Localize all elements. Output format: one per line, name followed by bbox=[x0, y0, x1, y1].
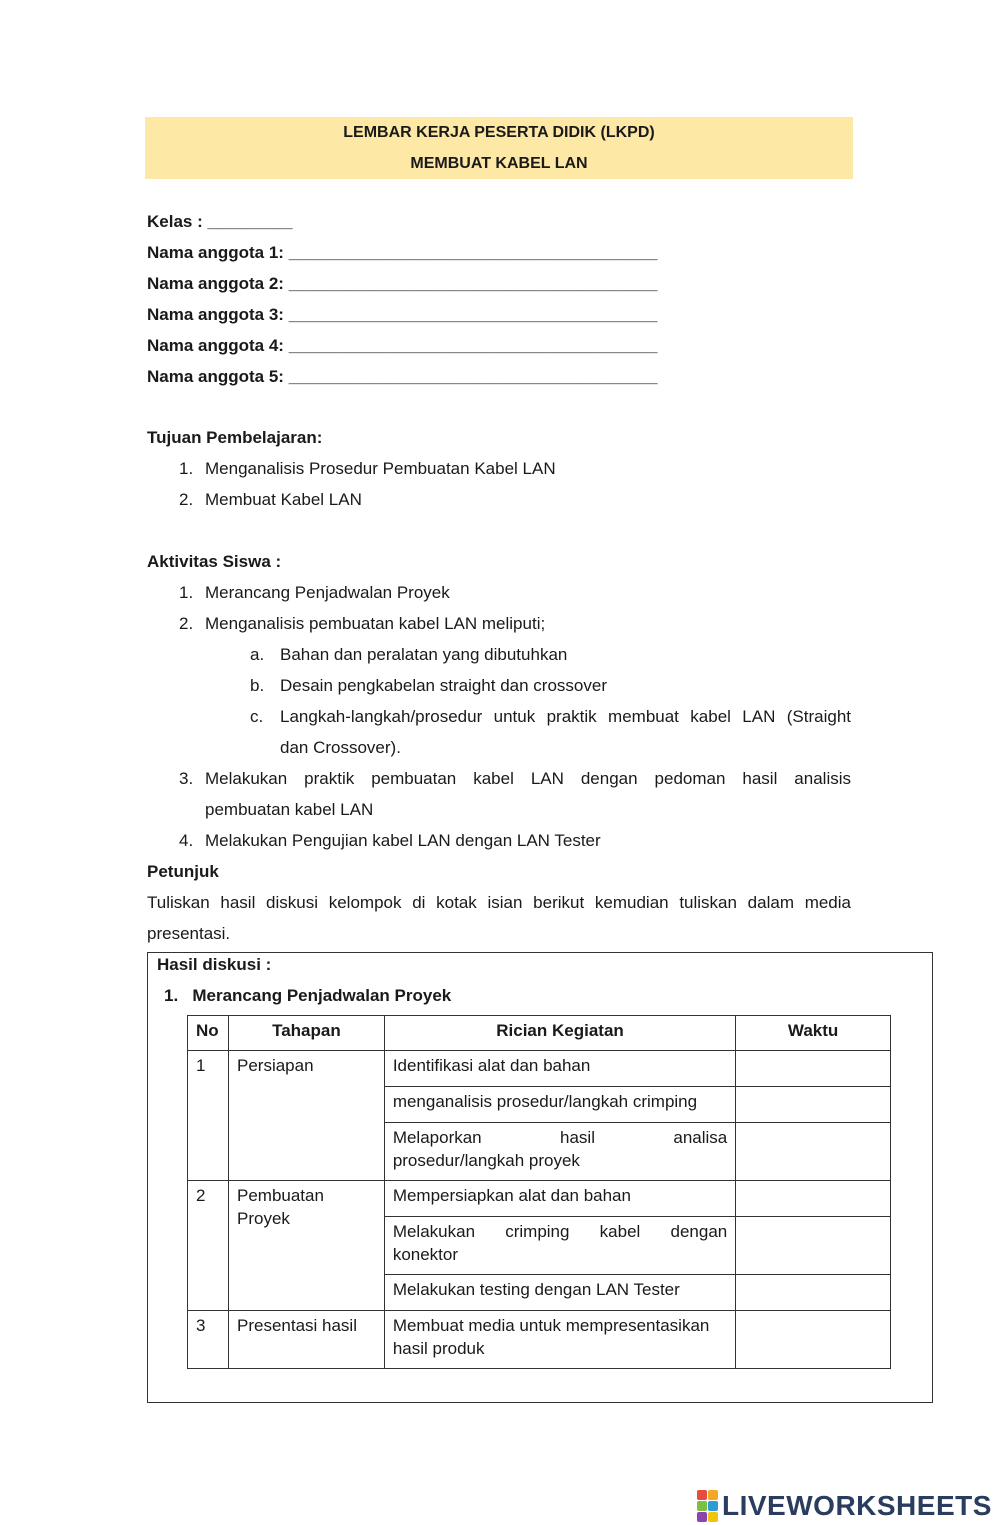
instruction-text: Tuliskan hasil diskusi kelompok di kotak isian berikut kemudian tuliskan dalam media bbox=[147, 893, 851, 912]
cell-kegiatan: menganalisis prosedur/langkah crimping bbox=[384, 1087, 735, 1123]
member-3-field[interactable]: Nama anggota 3: _______________________________________ bbox=[147, 305, 658, 324]
member-1-field[interactable]: Nama anggota 1: _______________________________________ bbox=[147, 243, 658, 262]
list-item: 2. Membuat Kabel LAN bbox=[179, 490, 362, 509]
sub-list-item: c. Langkah-langkah/prosedur untuk praktik membuat kabel LAN (Straight dan Crossover). bbox=[250, 707, 851, 757]
cell-waktu-input[interactable] bbox=[736, 1275, 891, 1311]
discussion-heading: Hasil diskusi : bbox=[157, 955, 272, 974]
list-item: 3. Melakukan praktik pembuatan kabel LAN dengan pedoman hasil analisis pembuatan kabel LAN bbox=[179, 769, 851, 819]
schedule-table bbox=[187, 1015, 891, 1369]
table-header-row bbox=[188, 1016, 891, 1051]
column-header: Waktu bbox=[736, 1016, 891, 1051]
cell-waktu-input[interactable] bbox=[736, 1217, 891, 1275]
cell-no: 1 bbox=[188, 1051, 229, 1181]
list-item: 1. Merancang Penjadwalan Proyek bbox=[179, 583, 450, 602]
logo-text: LIVEWORKSHEETS bbox=[722, 1490, 992, 1521]
cell-no: 3 bbox=[188, 1311, 229, 1369]
member-4-field[interactable]: Nama anggota 4: _______________________________________ bbox=[147, 336, 658, 355]
cell-waktu-input[interactable] bbox=[736, 1051, 891, 1087]
section-heading: Petunjuk bbox=[147, 862, 219, 881]
instruction-text: presentasi. bbox=[147, 924, 231, 943]
list-item: 4. Melakukan Pengujian kabel LAN dengan LAN Tester bbox=[179, 831, 601, 850]
table-row bbox=[188, 1181, 891, 1217]
cell-tahapan: Presentasi hasil bbox=[228, 1311, 384, 1369]
schedule-heading: 1. Merancang Penjadwalan Proyek bbox=[164, 986, 452, 1005]
section-heading: Tujuan Pembelajaran: bbox=[147, 428, 323, 447]
table-row bbox=[188, 1051, 891, 1087]
document-subtitle: MEMBUAT KABEL LAN bbox=[410, 155, 588, 172]
cell-waktu-input[interactable] bbox=[736, 1311, 891, 1369]
section-heading: Aktivitas Siswa : bbox=[147, 552, 282, 571]
logo-icon bbox=[697, 1490, 718, 1522]
learning-objectives bbox=[147, 422, 851, 515]
cell-waktu-input[interactable] bbox=[736, 1123, 891, 1181]
column-header: Rician Kegiatan bbox=[384, 1016, 735, 1051]
cell-tahapan: Pembuatan Proyek bbox=[228, 1181, 384, 1311]
student-activities bbox=[147, 546, 851, 949]
liveworksheets-logo bbox=[697, 1488, 992, 1524]
cell-waktu-input[interactable] bbox=[736, 1087, 891, 1123]
member-2-field[interactable]: Nama anggota 2: _______________________________________ bbox=[147, 274, 658, 293]
cell-tahapan: Persiapan bbox=[228, 1051, 384, 1181]
member-5-field[interactable]: Nama anggota 5: _______________________________________ bbox=[147, 367, 658, 386]
cell-no: 2 bbox=[188, 1181, 229, 1311]
discussion-result-box bbox=[147, 952, 933, 1403]
cell-kegiatan: Mempersiapkan alat dan bahan bbox=[384, 1181, 735, 1217]
table-row bbox=[188, 1311, 891, 1369]
list-item: 2. Menganalisis pembuatan kabel LAN meliputi; bbox=[179, 614, 546, 633]
cell-kegiatan: Identifikasi alat dan bahan bbox=[384, 1051, 735, 1087]
identity-fields bbox=[147, 206, 657, 392]
kelas-field[interactable]: Kelas : _________ bbox=[147, 212, 293, 231]
sub-list-item: b. Desain pengkabelan straight dan crossover bbox=[250, 676, 607, 695]
lkpd-title-banner bbox=[145, 117, 853, 179]
cell-kegiatan: Membuat media untuk mempresentasikan hasil produk bbox=[384, 1311, 735, 1369]
cell-kegiatan: Melakukan testing dengan LAN Tester bbox=[384, 1275, 735, 1311]
cell-kegiatan: Melakukan crimping kabel dengan konektor bbox=[384, 1217, 735, 1275]
column-header: Tahapan bbox=[228, 1016, 384, 1051]
cell-waktu-input[interactable] bbox=[736, 1181, 891, 1217]
list-item: 1. Menganalisis Prosedur Pembuatan Kabel LAN bbox=[179, 459, 556, 478]
sub-list-item: a. Bahan dan peralatan yang dibutuhkan bbox=[250, 645, 568, 664]
column-header: No bbox=[188, 1016, 229, 1051]
document-title: LEMBAR KERJA PESERTA DIDIK (LKPD) bbox=[343, 124, 655, 141]
cell-kegiatan: Melaporkan hasil analisa prosedur/langkah proyek bbox=[384, 1123, 735, 1181]
